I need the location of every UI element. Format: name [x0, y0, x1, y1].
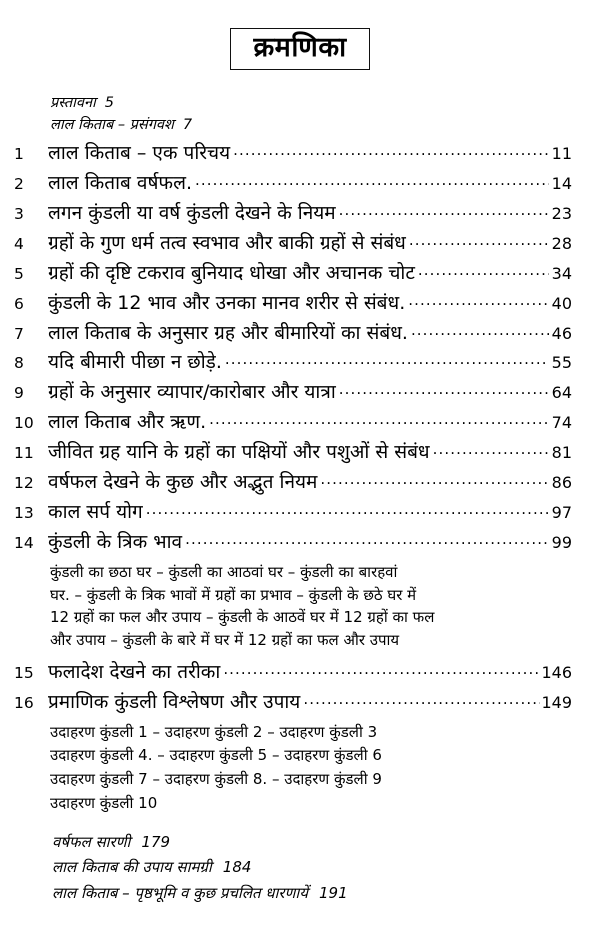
dot-leader: [339, 203, 549, 219]
dot-leader: [339, 382, 549, 398]
appendix-list: [0, 830, 600, 907]
toc-entry[interactable]: [14, 531, 572, 553]
preamble-item[interactable]: [50, 114, 600, 136]
appendix-page: 184: [222, 858, 252, 877]
toc-entry-number: 10: [14, 414, 34, 433]
toc-entry-number: 16: [14, 693, 34, 712]
toc-entry-number: 4: [14, 234, 24, 253]
appendix-item[interactable]: [52, 855, 600, 881]
toc-entry[interactable]: [14, 172, 572, 194]
toc-entry-page: 99: [551, 532, 572, 552]
toc-entry-page: 46: [551, 323, 572, 343]
dot-leader: [411, 323, 549, 339]
dot-leader: [408, 293, 549, 309]
toc-entry[interactable]: [14, 351, 572, 373]
toc-entry-title: वर्षफल देखने के कुछ और अद्भुत नियम: [48, 471, 318, 494]
toc-entry-title: फलादेश देखने का तरीका: [48, 660, 221, 683]
toc-entry[interactable]: [14, 691, 572, 713]
toc-entry[interactable]: [14, 501, 572, 523]
toc-entry-page: 146: [541, 662, 572, 682]
dot-leader: [225, 352, 549, 368]
toc-entry[interactable]: [14, 322, 572, 344]
toc-entry-number: 1: [14, 145, 24, 164]
toc-entry-title: लाल किताब और ऋण.: [48, 411, 207, 434]
page-title-container: [0, 0, 600, 70]
toc-entry-number: 3: [14, 204, 24, 223]
toc-entry-title: काल सर्प योग: [48, 500, 143, 523]
toc-entry-page: 86: [551, 473, 572, 493]
toc-entry-number: 11: [14, 444, 34, 463]
examples-block: [0, 721, 600, 816]
toc-entry-title: ग्रहों के गुण धर्म तत्व स्वभाव और बाकी ग्रहों से संबंध: [48, 231, 406, 254]
toc-entry-page: 23: [551, 203, 572, 223]
examples-line: उदाहरण कुंडली 4. – उदाहरण कुंडली 5 – उदाहरण कुंडली 6: [50, 746, 382, 765]
toc-entry-number: 13: [14, 503, 34, 522]
toc-entry-page: 55: [551, 353, 572, 373]
toc-entry-page: 97: [551, 502, 572, 522]
toc-entry-title: लाल किताब के अनुसार ग्रह और बीमारियों का संबंध.: [48, 321, 408, 344]
dot-leader: [409, 233, 549, 249]
toc-entry[interactable]: [14, 262, 572, 284]
preamble-item[interactable]: [50, 92, 600, 114]
trik-description-line: घर. – कुंडली के त्रिक भावों में ग्रहों का प्रभाव – कुंडली के छठे घर में: [50, 585, 417, 604]
appendix-label: लाल किताब की उपाय सामग्री: [52, 858, 212, 877]
dot-leader: [223, 662, 540, 678]
page-title: क्रमणिका: [253, 32, 347, 63]
toc-entry-page: 81: [551, 443, 572, 463]
toc-entry-number: 8: [14, 354, 24, 373]
toc-entry-number: 6: [14, 294, 24, 313]
toc-entry-number: 5: [14, 264, 24, 283]
toc-entry-title: यदि बीमारी पीछा न छोड़े.: [48, 351, 222, 374]
appendix-item[interactable]: [52, 830, 600, 856]
toc-entry-number: 9: [14, 384, 24, 403]
trik-description-line: 12 ग्रहों का फल और उपाय – कुंडली के आठवें घर में 12 ग्रहों का फल: [50, 608, 435, 627]
appendix-label: लाल किताब – पृष्ठभूमि व कुछ प्रचलित धारणायें: [52, 884, 308, 903]
toc-entry-page: 11: [551, 144, 572, 164]
examples-line: उदाहरण कुंडली 1 – उदाहरण कुंडली 2 – उदाहरण कुंडली 3: [50, 722, 378, 741]
toc-entry[interactable]: [14, 292, 572, 314]
dot-leader: [303, 692, 540, 708]
preamble-list: [0, 92, 600, 136]
trik-description-block: [0, 561, 600, 652]
toc-list: [0, 142, 600, 553]
examples-line: उदाहरण कुंडली 10: [50, 793, 158, 812]
toc-entry-page: 64: [551, 383, 572, 403]
toc-entry-title: ग्रहों की दृष्टि टकराव बुनियाद धोखा और अचानक चोट: [48, 261, 415, 284]
toc-entry-title: लाल किताब – एक परिचय: [48, 142, 231, 165]
toc-entry-number: 12: [14, 474, 34, 493]
page-title-box: [230, 28, 369, 70]
dot-leader: [320, 472, 549, 488]
appendix-label: वर्षफल सारणी: [52, 832, 131, 851]
dot-leader: [185, 532, 549, 548]
preamble-label: प्रस्तावना: [50, 95, 96, 112]
toc-entry-title: लगन कुंडली या वर्ष कुंडली देखने के नियम: [48, 201, 336, 224]
preamble-label: लाल किताब – प्रसंगवश: [50, 117, 174, 134]
toc-entry[interactable]: [14, 441, 572, 463]
toc-entry-page: 74: [551, 413, 572, 433]
toc-entry-number: 15: [14, 663, 34, 682]
toc-entry-title: लाल किताब वर्षफल.: [48, 172, 192, 195]
toc-entry-number: 7: [14, 324, 24, 343]
trik-description-line: और उपाय – कुंडली के बारे में घर में 12 ग्रहों का फल और उपाय: [50, 631, 400, 650]
toc-entry-title: प्रमाणिक कुंडली विश्लेषण और उपाय: [48, 690, 301, 713]
dot-leader: [233, 143, 549, 159]
toc-entry-title: कुंडली के 12 भाव और उनका मानव शरीर से संबंध.: [48, 291, 406, 314]
toc-entry[interactable]: [14, 661, 572, 683]
toc-entry[interactable]: [14, 471, 572, 493]
trik-description-line: कुंडली का छठा घर – कुंडली का आठवां घर – कुंडली का बारहवां: [50, 562, 398, 581]
toc-entry[interactable]: [14, 381, 572, 403]
appendix-item[interactable]: [52, 881, 600, 907]
toc-entry-page: 28: [551, 233, 572, 253]
toc-entry-number: 2: [14, 175, 24, 194]
toc-entry-page: 34: [551, 263, 572, 283]
toc-entry[interactable]: [14, 142, 572, 164]
toc-entry-number: 14: [14, 533, 34, 552]
appendix-page: 191: [318, 884, 348, 903]
toc-entry-title: कुंडली के त्रिक भाव: [48, 530, 183, 553]
preamble-page: 5: [104, 95, 115, 112]
toc-entry[interactable]: [14, 411, 572, 433]
toc-entry-page: 149: [541, 692, 572, 712]
toc-entry-title: ग्रहों के अनुसार व्यापार/कारोबार और यात्रा: [48, 381, 336, 404]
dot-leader: [195, 173, 549, 189]
toc-entry-page: 40: [551, 293, 572, 313]
toc-entry-page: 14: [551, 174, 572, 194]
toc-entry-title: जीवित ग्रह यानि के ग्रहों का पक्षियों और पशुओं से संबंध: [48, 441, 430, 464]
dot-leader: [418, 263, 549, 279]
toc-entry[interactable]: [14, 202, 572, 224]
dot-leader: [433, 442, 549, 458]
dot-leader: [146, 502, 549, 518]
toc-list-continued: [0, 661, 600, 713]
toc-entry[interactable]: [14, 232, 572, 254]
appendix-page: 179: [141, 832, 171, 851]
preamble-page: 7: [182, 117, 193, 134]
examples-line: उदाहरण कुंडली 7 – उदाहरण कुंडली 8. – उदाहरण कुंडली 9: [50, 770, 382, 789]
dot-leader: [209, 412, 549, 428]
